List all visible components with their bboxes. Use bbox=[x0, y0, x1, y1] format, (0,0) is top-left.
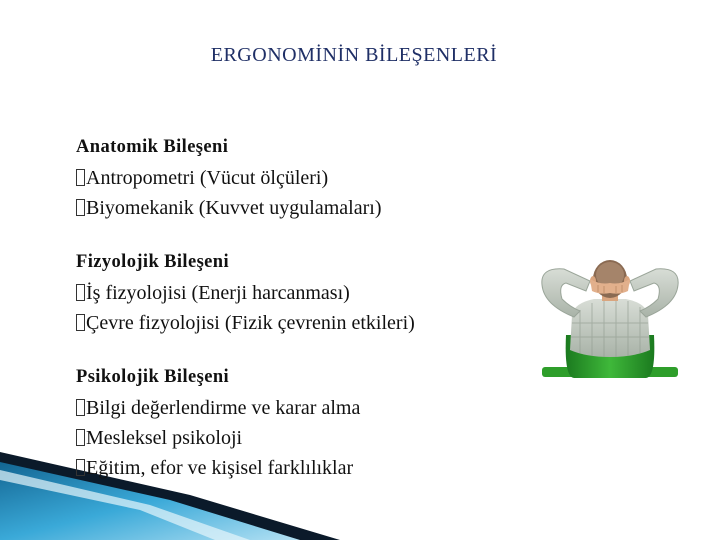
man-relaxing-in-chair-icon bbox=[534, 255, 686, 380]
list-item: Eğitim, efor ve kişisel farklılıklar bbox=[76, 453, 546, 483]
bullet-box-icon bbox=[76, 169, 85, 186]
bullet-box-icon bbox=[76, 284, 85, 301]
list-item: Biyomekanik (Kuvvet uygulamaları) bbox=[76, 193, 546, 223]
list-item: İş fizyolojisi (Enerji harcanması) bbox=[76, 278, 546, 308]
bullet-box-icon bbox=[76, 399, 85, 416]
section-heading: Fizyolojik Bileşeni bbox=[76, 252, 230, 272]
bullet-box-icon bbox=[76, 199, 85, 216]
list-item: Antropometri (Vücut ölçüleri) bbox=[76, 163, 546, 193]
section-heading: Psikolojik Bileşeni bbox=[76, 367, 230, 387]
slide-title: ERGONOMİNİN BİLEŞENLERİ bbox=[210, 44, 498, 66]
bullet-box-icon bbox=[76, 459, 85, 476]
bullet-box-icon bbox=[76, 314, 85, 331]
bullet-box-icon bbox=[76, 429, 85, 446]
section-anatomik bbox=[76, 134, 546, 223]
section-fizyolojik bbox=[76, 249, 546, 338]
list-item: Bilgi değerlendirme ve karar alma bbox=[76, 393, 546, 423]
list-item: Çevre fizyolojisi (Fizik çevrenin etkileri) bbox=[76, 308, 546, 338]
section-psikolojik bbox=[76, 364, 546, 483]
list-item: Mesleksel psikoloji bbox=[76, 423, 546, 453]
section-heading: Anatomik Bileşeni bbox=[76, 137, 229, 157]
